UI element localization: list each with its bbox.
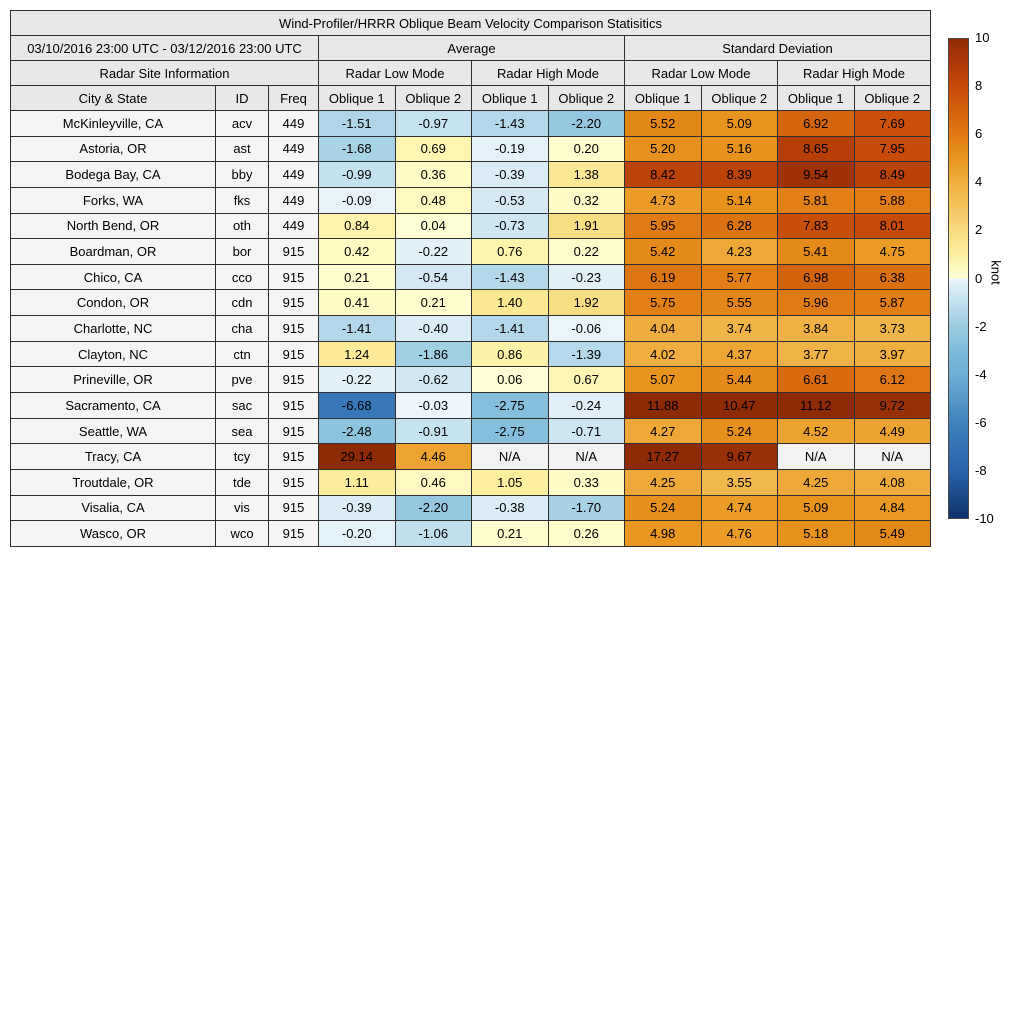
value-cell: -0.38: [472, 495, 549, 521]
col-avg-low-oblique2: Oblique 2: [395, 86, 472, 111]
colorbar-unit-label: knot: [988, 260, 1004, 285]
value-cell: 4.04: [625, 316, 702, 342]
value-cell: -0.24: [548, 393, 625, 419]
value-cell: 4.25: [625, 469, 702, 495]
value-cell: 6.38: [854, 264, 931, 290]
stats-table: [10, 10, 931, 547]
col-freq: Freq: [269, 86, 319, 111]
table-row: [11, 213, 931, 239]
value-cell: 7.69: [854, 111, 931, 137]
value-cell: 0.20: [548, 136, 625, 162]
value-cell: 4.84: [854, 495, 931, 521]
id-cell: bby: [216, 162, 269, 188]
city-cell: Chico, CA: [11, 264, 216, 290]
value-cell: 5.88: [854, 187, 931, 213]
freq-cell: 449: [269, 187, 319, 213]
value-cell: 9.72: [854, 393, 931, 419]
value-cell: 4.49: [854, 418, 931, 444]
value-cell: -0.73: [472, 213, 549, 239]
city-cell: Charlotte, NC: [11, 316, 216, 342]
value-cell: 7.83: [778, 213, 855, 239]
value-cell: -0.39: [472, 162, 549, 188]
value-cell: 5.09: [778, 495, 855, 521]
value-cell: 4.27: [625, 418, 702, 444]
id-cell: bor: [216, 239, 269, 265]
city-cell: Clayton, NC: [11, 341, 216, 367]
id-cell: cdn: [216, 290, 269, 316]
freq-cell: 449: [269, 162, 319, 188]
freq-cell: 915: [269, 444, 319, 470]
value-cell: 4.76: [701, 521, 778, 547]
value-cell: 0.48: [395, 187, 472, 213]
value-cell: -0.91: [395, 418, 472, 444]
value-cell: -0.53: [472, 187, 549, 213]
city-cell: Prineville, OR: [11, 367, 216, 393]
col-sd-low-oblique2: Oblique 2: [701, 86, 778, 111]
value-cell: -0.06: [548, 316, 625, 342]
value-cell: -0.23: [548, 264, 625, 290]
value-cell: 0.67: [548, 367, 625, 393]
value-cell: 9.54: [778, 162, 855, 188]
freq-cell: 449: [269, 213, 319, 239]
value-cell: -2.20: [395, 495, 472, 521]
col-avg-high-oblique1: Oblique 1: [472, 86, 549, 111]
value-cell: -0.19: [472, 136, 549, 162]
value-cell: 1.92: [548, 290, 625, 316]
table-row: [11, 367, 931, 393]
title-row: [11, 11, 931, 36]
value-cell: 0.33: [548, 469, 625, 495]
group-standard-deviation: Standard Deviation: [625, 36, 931, 61]
value-cell: 1.11: [319, 469, 396, 495]
city-cell: Condon, OR: [11, 290, 216, 316]
id-cell: oth: [216, 213, 269, 239]
value-cell: 0.04: [395, 213, 472, 239]
value-cell: 0.26: [548, 521, 625, 547]
value-cell: -1.06: [395, 521, 472, 547]
value-cell: 0.46: [395, 469, 472, 495]
col-sd-high-oblique1: Oblique 1: [778, 86, 855, 111]
colorbar-tick-label: 2: [975, 222, 983, 238]
freq-cell: 915: [269, 521, 319, 547]
value-cell: 8.39: [701, 162, 778, 188]
city-cell: Seattle, WA: [11, 418, 216, 444]
value-cell: 4.46: [395, 444, 472, 470]
value-cell: 3.97: [854, 341, 931, 367]
value-cell: -2.75: [472, 393, 549, 419]
value-cell: 8.49: [854, 162, 931, 188]
value-cell: N/A: [854, 444, 931, 470]
value-cell: 5.18: [778, 521, 855, 547]
value-cell: -1.41: [472, 316, 549, 342]
value-cell: -2.75: [472, 418, 549, 444]
id-cell: vis: [216, 495, 269, 521]
city-cell: Sacramento, CA: [11, 393, 216, 419]
colorbar-tick-label: 4: [975, 174, 983, 190]
colorbar-tick-label: 10: [975, 30, 990, 45]
value-cell: -0.22: [395, 239, 472, 265]
col-avg-high-oblique2: Oblique 2: [548, 86, 625, 111]
value-cell: 8.65: [778, 136, 855, 162]
table-row: [11, 521, 931, 547]
city-cell: Astoria, OR: [11, 136, 216, 162]
table-row: [11, 444, 931, 470]
table-title: Wind-Profiler/HRRR Oblique Beam Velocity Comparison Statisitics: [11, 11, 931, 36]
value-cell: 1.24: [319, 341, 396, 367]
date-range: 03/10/2016 23:00 UTC - 03/12/2016 23:00 UTC: [11, 36, 319, 61]
value-cell: -2.48: [319, 418, 396, 444]
value-cell: -6.68: [319, 393, 396, 419]
value-cell: 4.73: [625, 187, 702, 213]
value-cell: -0.39: [319, 495, 396, 521]
id-cell: ctn: [216, 341, 269, 367]
value-cell: 5.75: [625, 290, 702, 316]
value-cell: N/A: [472, 444, 549, 470]
colorbar-tick-label: -6: [975, 414, 987, 430]
value-cell: -0.99: [319, 162, 396, 188]
table-row: [11, 162, 931, 188]
table-row: [11, 495, 931, 521]
value-cell: 0.21: [472, 521, 549, 547]
id-cell: fks: [216, 187, 269, 213]
group-row-2: [11, 61, 931, 86]
col-city-state: City & State: [11, 86, 216, 111]
value-cell: -1.51: [319, 111, 396, 137]
id-cell: ast: [216, 136, 269, 162]
col-avg-low-oblique1: Oblique 1: [319, 86, 396, 111]
value-cell: 4.02: [625, 341, 702, 367]
freq-cell: 449: [269, 136, 319, 162]
freq-cell: 915: [269, 418, 319, 444]
col-sd-low-oblique1: Oblique 1: [625, 86, 702, 111]
value-cell: 29.14: [319, 444, 396, 470]
table-row: [11, 418, 931, 444]
value-cell: 6.19: [625, 264, 702, 290]
value-cell: 0.69: [395, 136, 472, 162]
col-sd-high-oblique2: Oblique 2: [854, 86, 931, 111]
value-cell: 5.20: [625, 136, 702, 162]
value-cell: 0.22: [548, 239, 625, 265]
colorbar-tick-label: 6: [975, 126, 983, 142]
value-cell: -1.70: [548, 495, 625, 521]
value-cell: 5.81: [778, 187, 855, 213]
value-cell: 8.01: [854, 213, 931, 239]
city-cell: Tracy, CA: [11, 444, 216, 470]
value-cell: -0.97: [395, 111, 472, 137]
freq-cell: 915: [269, 469, 319, 495]
freq-cell: 915: [269, 495, 319, 521]
value-cell: -1.39: [548, 341, 625, 367]
freq-cell: 449: [269, 111, 319, 137]
group-avg-high-mode: Radar High Mode: [472, 61, 625, 86]
id-cell: sac: [216, 393, 269, 419]
city-cell: Forks, WA: [11, 187, 216, 213]
city-cell: North Bend, OR: [11, 213, 216, 239]
freq-cell: 915: [269, 367, 319, 393]
value-cell: 5.07: [625, 367, 702, 393]
city-cell: Boardman, OR: [11, 239, 216, 265]
value-cell: 0.06: [472, 367, 549, 393]
value-cell: 11.12: [778, 393, 855, 419]
value-cell: 5.14: [701, 187, 778, 213]
value-cell: N/A: [548, 444, 625, 470]
value-cell: 7.95: [854, 136, 931, 162]
id-cell: wco: [216, 521, 269, 547]
value-cell: -0.62: [395, 367, 472, 393]
value-cell: N/A: [778, 444, 855, 470]
value-cell: 11.88: [625, 393, 702, 419]
value-cell: 5.16: [701, 136, 778, 162]
value-cell: 0.86: [472, 341, 549, 367]
freq-cell: 915: [269, 341, 319, 367]
value-cell: 5.55: [701, 290, 778, 316]
value-cell: 3.74: [701, 316, 778, 342]
value-cell: -1.43: [472, 111, 549, 137]
value-cell: 5.52: [625, 111, 702, 137]
id-cell: cco: [216, 264, 269, 290]
value-cell: 1.38: [548, 162, 625, 188]
table-row: [11, 264, 931, 290]
table-row: [11, 239, 931, 265]
freq-cell: 915: [269, 290, 319, 316]
group-average: Average: [319, 36, 625, 61]
value-cell: 0.21: [395, 290, 472, 316]
value-cell: 1.05: [472, 469, 549, 495]
value-cell: 1.40: [472, 290, 549, 316]
value-cell: 5.77: [701, 264, 778, 290]
value-cell: 8.42: [625, 162, 702, 188]
value-cell: 1.91: [548, 213, 625, 239]
column-header-row: [11, 86, 931, 111]
value-cell: -0.40: [395, 316, 472, 342]
value-cell: 0.76: [472, 239, 549, 265]
value-cell: 4.52: [778, 418, 855, 444]
table-row: [11, 290, 931, 316]
group-sd-high-mode: Radar High Mode: [778, 61, 931, 86]
value-cell: -1.68: [319, 136, 396, 162]
value-cell: 5.41: [778, 239, 855, 265]
value-cell: 6.98: [778, 264, 855, 290]
value-cell: -1.43: [472, 264, 549, 290]
value-cell: 17.27: [625, 444, 702, 470]
freq-cell: 915: [269, 393, 319, 419]
colorbar-tick-label: -10: [975, 511, 994, 526]
value-cell: -2.20: [548, 111, 625, 137]
value-cell: 5.42: [625, 239, 702, 265]
value-cell: -1.86: [395, 341, 472, 367]
value-cell: 0.41: [319, 290, 396, 316]
value-cell: 3.77: [778, 341, 855, 367]
value-cell: 4.98: [625, 521, 702, 547]
value-cell: 3.84: [778, 316, 855, 342]
group-sd-low-mode: Radar Low Mode: [625, 61, 778, 86]
value-cell: -0.09: [319, 187, 396, 213]
value-cell: 5.24: [701, 418, 778, 444]
city-cell: Wasco, OR: [11, 521, 216, 547]
value-cell: 6.12: [854, 367, 931, 393]
value-cell: -0.03: [395, 393, 472, 419]
table-row: [11, 111, 931, 137]
freq-cell: 915: [269, 239, 319, 265]
table-row: [11, 469, 931, 495]
value-cell: 5.49: [854, 521, 931, 547]
table-row: [11, 316, 931, 342]
value-cell: 0.84: [319, 213, 396, 239]
col-id: ID: [216, 86, 269, 111]
freq-cell: 915: [269, 264, 319, 290]
colorbar-tick-label: -4: [975, 366, 987, 382]
id-cell: tcy: [216, 444, 269, 470]
value-cell: 4.37: [701, 341, 778, 367]
group-row-1: [11, 36, 931, 61]
value-cell: 3.73: [854, 316, 931, 342]
value-cell: -0.22: [319, 367, 396, 393]
city-cell: McKinleyville, CA: [11, 111, 216, 137]
value-cell: 4.75: [854, 239, 931, 265]
value-cell: 9.67: [701, 444, 778, 470]
table-row: [11, 136, 931, 162]
value-cell: 0.21: [319, 264, 396, 290]
colorbar-tick-label: -2: [975, 318, 987, 334]
value-cell: 5.44: [701, 367, 778, 393]
value-cell: 0.42: [319, 239, 396, 265]
id-cell: cha: [216, 316, 269, 342]
colorbar-tick-label: 8: [975, 78, 983, 94]
value-cell: 5.87: [854, 290, 931, 316]
value-cell: 10.47: [701, 393, 778, 419]
group-avg-low-mode: Radar Low Mode: [319, 61, 472, 86]
value-cell: 5.09: [701, 111, 778, 137]
value-cell: 5.24: [625, 495, 702, 521]
id-cell: tde: [216, 469, 269, 495]
table-body: [11, 111, 931, 547]
value-cell: 3.55: [701, 469, 778, 495]
value-cell: 4.23: [701, 239, 778, 265]
table-row: [11, 341, 931, 367]
value-cell: 4.08: [854, 469, 931, 495]
table-row: [11, 187, 931, 213]
value-cell: 6.61: [778, 367, 855, 393]
value-cell: -0.54: [395, 264, 472, 290]
value-cell: 5.95: [625, 213, 702, 239]
value-cell: 6.92: [778, 111, 855, 137]
city-cell: Visalia, CA: [11, 495, 216, 521]
group-radar-site-information: Radar Site Information: [11, 61, 319, 86]
value-cell: 4.74: [701, 495, 778, 521]
value-cell: 5.96: [778, 290, 855, 316]
value-cell: 0.32: [548, 187, 625, 213]
value-cell: -1.41: [319, 316, 396, 342]
id-cell: pve: [216, 367, 269, 393]
value-cell: 0.36: [395, 162, 472, 188]
value-cell: -0.71: [548, 418, 625, 444]
value-cell: 6.28: [701, 213, 778, 239]
freq-cell: 915: [269, 316, 319, 342]
id-cell: sea: [216, 418, 269, 444]
colorbar: [948, 38, 969, 519]
colorbar-tick-label: -8: [975, 462, 987, 478]
table-row: [11, 393, 931, 419]
value-cell: 4.25: [778, 469, 855, 495]
value-cell: -0.20: [319, 521, 396, 547]
colorbar-tick-label: 0: [975, 270, 983, 286]
city-cell: Troutdale, OR: [11, 469, 216, 495]
id-cell: acv: [216, 111, 269, 137]
city-cell: Bodega Bay, CA: [11, 162, 216, 188]
